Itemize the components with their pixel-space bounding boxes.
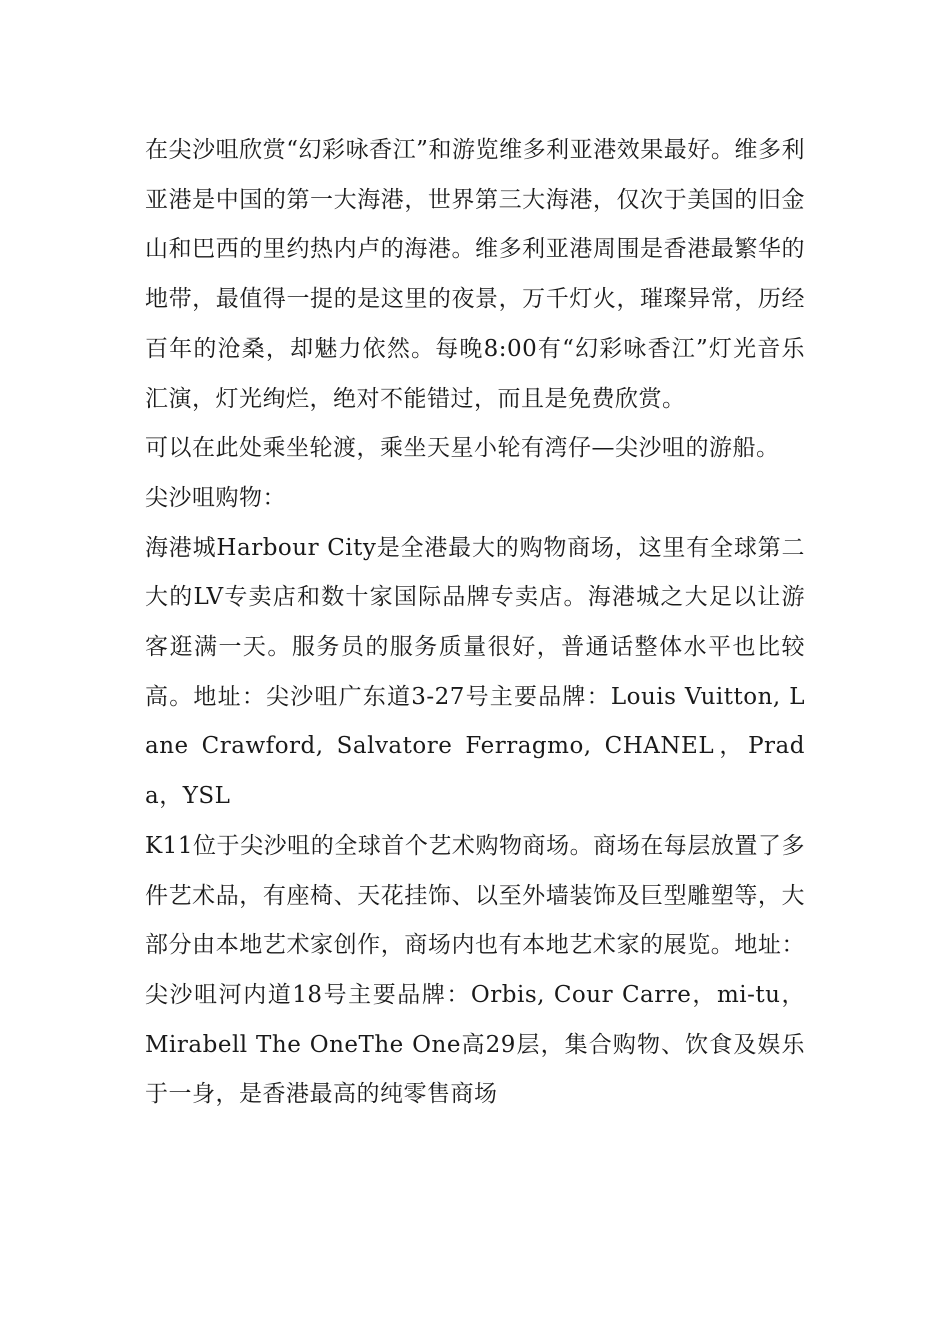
section-heading-shopping: 尖沙咀购物： bbox=[145, 484, 286, 511]
document-body bbox=[145, 126, 805, 1120]
paragraph-victoria-harbour: 在尖沙咀欣赏“幻彩咏香江”和游览维多利亚港效果最好。维多利亚港是中国的第一大海港，世界第三大海港，仅次于美国的旧金山和巴西的里约热内卢的海港。维多利亚港周围是香港最繁华的地带，最值得一提的是这里的夜景，万千灯火，璀璨异常，历经百年的沧桑，却魅力依然。每晚8:00有“幻彩咏香江”灯光音乐汇演，灯光绚烂，绝对不能错过，而且是免费欣赏。 bbox=[145, 137, 805, 412]
paragraph-k11: K11位于尖沙咀的全球首个艺术购物商场。商场在每层放置了多件艺术品，有座椅、天花挂饰、以至外墙装饰及巨型雕塑等，大部分由本地艺术家创作，商场内也有本地艺术家的展览。地址：尖沙咀河内道18号主要品牌：Orbis, Cour Carre，mi-tu，Mirabell The OneThe One高29层，集合购物、饮食及娱乐于一身，是香港最高的纯零售商场 bbox=[145, 832, 805, 1108]
paragraph-ferry: 可以在此处乘坐轮渡，乘坐天星小轮有湾仔—尖沙咀的游船。 bbox=[145, 435, 780, 462]
paragraph-harbour-city: 海港城Harbour City是全港最大的购物商场，这里有全球第二大的LV专卖店和数十家国际品牌专卖店。海港城之大足以让游客逛满一天。服务员的服务质量很好，普通话整体水平也比较高。地址：尖沙咀广东道3-27号主要品牌：Louis Vuitton, Lane Crawford, Salvatore Ferragmo, CHANEL，Prada，YSL bbox=[145, 534, 805, 810]
